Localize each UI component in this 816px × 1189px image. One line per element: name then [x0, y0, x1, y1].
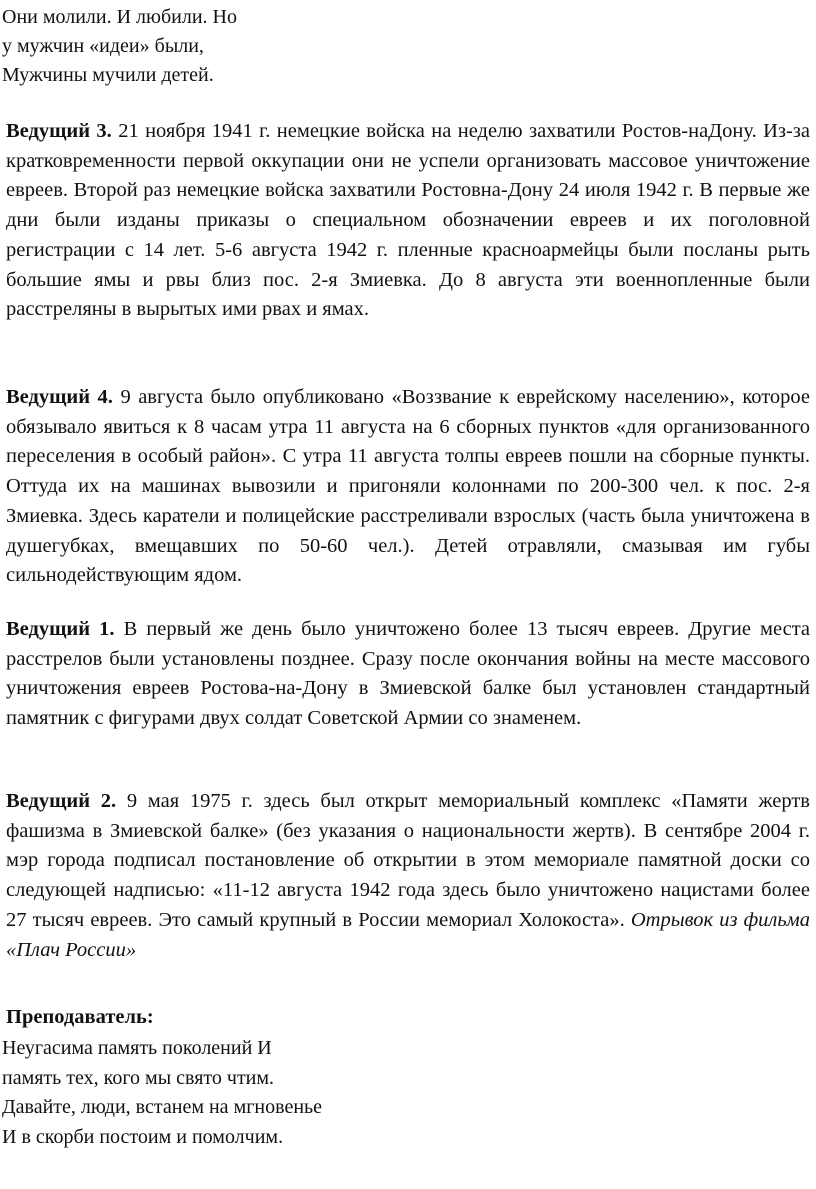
paragraph-presenter-2	[6, 787, 810, 965]
poem-line: Давайте, люди, встанем на мгновенье	[2, 1096, 323, 1119]
poem-line: Мужчины мучили детей.	[2, 64, 214, 86]
opening-poem	[2, 3, 802, 90]
paragraph-presenter-4	[6, 383, 810, 591]
paragraph-presenter-1	[6, 615, 810, 734]
poem-line: Неугасима память поколений И	[2, 1037, 272, 1059]
poem-line: Они молили. И любили. Но	[2, 6, 237, 28]
paragraph-text: 9 мая 1975 г. здесь был открыт мемориальный комплекс «Памяти жертв фашизма в Змиевской балке» (без указания о национальности жертв). В сентябре 2004 г. мэр города подписал постановление об открытии в этом мемориале памятной доски со следующей надписью: «11-12 августа 1942 года здесь было уничтожено нацистами более 27 тысяч евреев. Это самый крупный в России мемориал Холокоста».	[6, 790, 810, 931]
poem-line: И в скорби постоим и помолчим.	[2, 1125, 284, 1148]
source-note: Отрывок из фильма «Плач России»	[6, 908, 811, 961]
paragraph-text: 9 августа было опубликовано «Воззвание к еврейскому населению», которое обязывало явиться к 8 часам утра 11 августа на 6 сборных пунктов «для организованного переселения в особый район». С утра 11 августа толпы евреев пошли на сборные пункты. Оттуда их на машинах вывозили и пригоняли колоннами по 200-300 чел. к пос. 2-я Змиевка. Здесь каратели и полицейские расстреливали взрослых (часть была уничтожена в душегубках, вмещавших по 50-60 чел.). Детей отравляли, смазывая им губы сильнодействующим ядом.	[6, 386, 810, 587]
closing-poem	[2, 1034, 802, 1152]
speaker-label: Ведущий 4.	[6, 386, 113, 408]
paragraph-text: В первый же день было уничтожено более 13 тысяч евреев. Другие места расстрелов были установлены позднее. Сразу после окончания войны на месте массового уничтожения евреев Ростова-на-Дону в Змиевской балке был установлен стандартный памятник с фигурами двух солдат Советской Армии со знаменем.	[6, 618, 811, 730]
speaker-label: Ведущий 2.	[6, 790, 117, 812]
speaker-label: Ведущий 3.	[6, 120, 112, 142]
speaker-label: Ведущий 1.	[6, 618, 115, 640]
paragraph-text: 21 ноября 1941 г. немецкие войска на неделю захватили Ростов-наДону. Из-за кратковременности первой оккупации они не успели организовать массовое уничтожение евреев. Второй раз немецкие войска захватили Ростовна-Дону 24 июля 1942 г. В первые же дни были изданы приказы о специальном обозначении евреев и их поголовной регистрации с 14 лет. 5-6 августа 1942 г. пленные красноармейцы были посланы рыть большие ямы и рвы близ пос. 2-я Змиевка. До 8 августа эти военнопленные были расстреляны в вырытых ими рвах и ямах.	[6, 120, 810, 321]
teacher-heading: Преподаватель:	[6, 1006, 154, 1028]
paragraph-presenter-3	[6, 117, 810, 325]
poem-line: память тех, кого мы свято чтим.	[2, 1066, 275, 1089]
poem-line: у мужчин «идеи» были,	[2, 35, 204, 57]
